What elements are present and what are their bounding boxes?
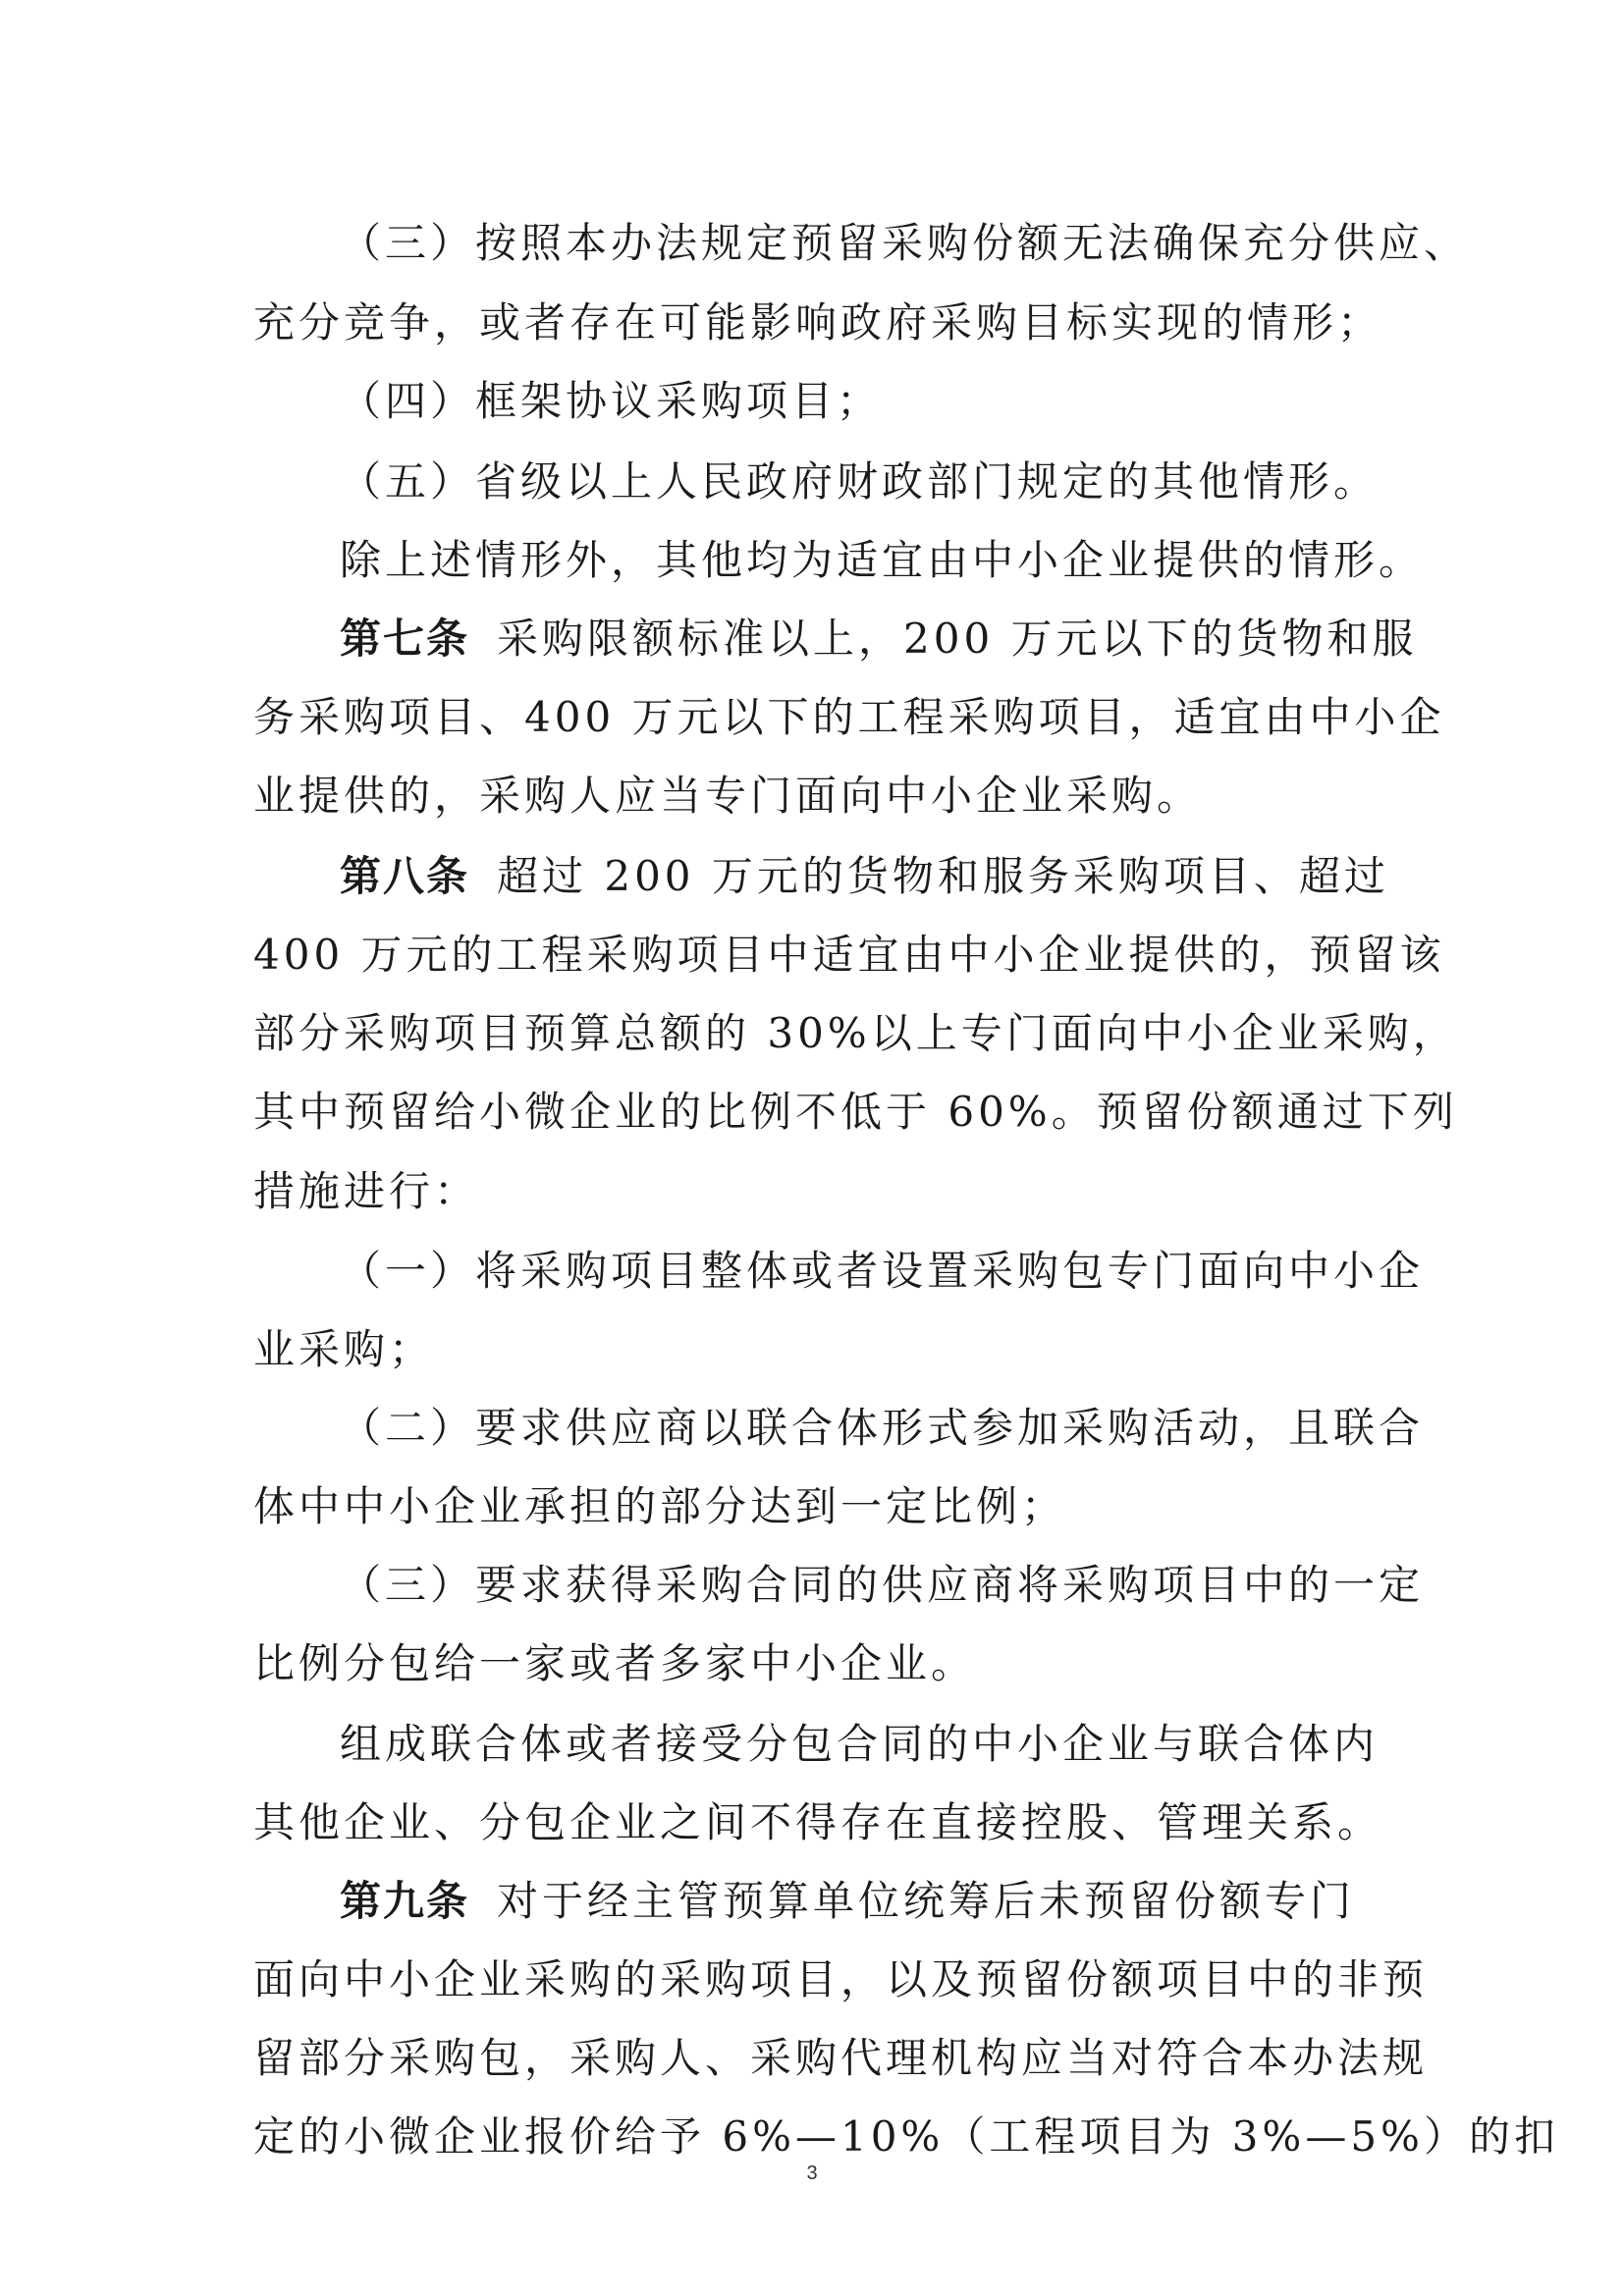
article-8-heading: 第八条 xyxy=(340,852,470,900)
paragraph-line: （五）省级以上人民政府财政部门规定的其他情形。 xyxy=(340,457,1380,506)
paragraph-line: 定的小微企业报价给予 6%—10%（工程项目为 3%—5%）的扣 xyxy=(253,2112,1559,2161)
paragraph-line: （三）按照本办法规定预留采购份额无法确保充分供应、 xyxy=(340,219,1470,267)
paragraph-line: 400 万元的工程采购项目中适宜由中小企业提供的，预留该 xyxy=(253,931,1445,979)
paragraph-line: 业提供的，采购人应当专门面向中小企业采购。 xyxy=(253,772,1203,820)
paragraph-line: 比例分包给一家或者多家中小企业。 xyxy=(253,1639,977,1687)
paragraph-line: （一）将采购项目整体或者设置采购包专门面向中小企 xyxy=(340,1247,1425,1295)
paragraph-line: 其中预留给小微企业的比例不低于 60%。预留份额通过下列 xyxy=(253,1088,1458,1136)
paragraph-line: 除上述情形外，其他均为适宜由中小企业提供的情形。 xyxy=(340,536,1425,584)
paragraph-line: 务采购项目、400 万元以下的工程采购项目，适宜由中小企 xyxy=(253,693,1445,741)
article-8-text: 超过 200 万元的货物和服务采购项目、超过 xyxy=(497,852,1389,900)
article-9-first-line xyxy=(340,1877,1355,1926)
paragraph-line: 体中中小企业承担的部分达到一定比例； xyxy=(253,1482,1067,1530)
paragraph-line: 部分采购项目预算总额的 30%以上专门面向中小企业采购， xyxy=(253,1009,1458,1057)
article-9-text: 对于经主管预算单位统筹后未预留份额专门 xyxy=(497,1877,1356,1925)
paragraph-line: 留部分采购包，采购人、采购代理机构应当对符合本办法规 xyxy=(253,2034,1429,2082)
paragraph-line: 业采购； xyxy=(253,1325,435,1373)
paragraph-line: （二）要求供应商以联合体形式参加采购活动，且联合 xyxy=(340,1404,1425,1452)
paragraph-line: 充分竞争，或者存在可能影响政府采购目标实现的情形； xyxy=(253,298,1383,347)
paragraph-line: （三）要求获得采购合同的供应商将采购项目中的一定 xyxy=(340,1561,1425,1609)
paragraph-line: （四）框架协议采购项目； xyxy=(340,377,883,425)
article-7-first-line xyxy=(340,614,1418,664)
paragraph-line: 其他企业、分包企业之间不得存在直接控股、管理关系。 xyxy=(253,1798,1383,1846)
paragraph-line: 面向中小企业采购的采购项目，以及预留份额项目中的非预 xyxy=(253,1955,1429,2003)
article-8-first-line xyxy=(340,852,1389,901)
page-number: 3 xyxy=(806,2163,818,2184)
paragraph-line: 组成联合体或者接受分包合同的中小企业与联合体内 xyxy=(340,1720,1380,1768)
article-9-heading: 第九条 xyxy=(340,1877,470,1925)
paragraph-line: 措施进行： xyxy=(253,1167,480,1215)
article-7-heading: 第七条 xyxy=(340,614,470,663)
article-7-text: 采购限额标准以上，200 万元以下的货物和服 xyxy=(497,614,1418,663)
